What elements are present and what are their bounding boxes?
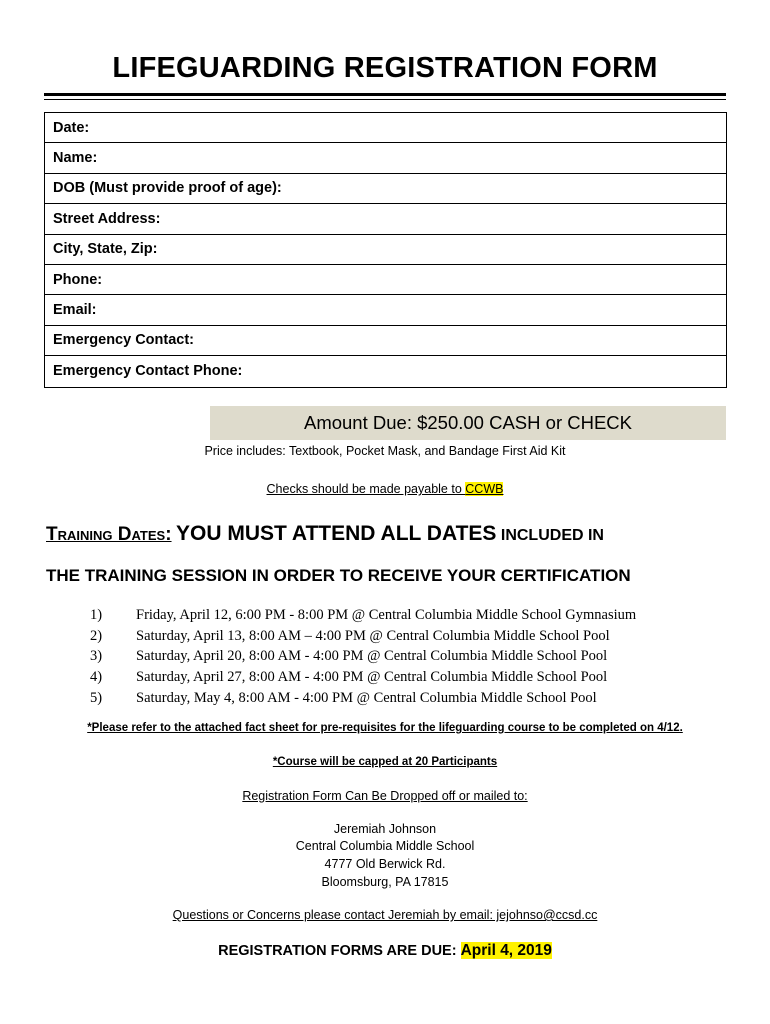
field-dob[interactable] [45,174,726,204]
list-item [90,647,636,668]
field-label: DOB (Must provide proof of age): [53,180,282,197]
training-heading [46,522,604,546]
field-label: City, State, Zip: [53,241,158,258]
field-city-state-zip[interactable] [45,235,726,265]
field-label: Name: [53,150,98,167]
title-rule-thin [44,99,726,100]
price-includes-note: Price includes: Textbook, Pocket Mask, and Bandage First Aid Kit [204,444,566,458]
training-heading-line2: THE TRAINING SESSION IN ORDER TO RECEIVE YOUR CERTIFICATION [46,566,631,585]
field-name[interactable] [45,143,726,173]
fact-sheet-note: *Please refer to the attached fact sheet for pre-requisites for the lifeguarding course to be completed on 4/12. [87,722,683,734]
page-title: LIFEGUARDING REGISTRATION FORM [112,52,658,84]
field-emergency-contact[interactable] [45,326,726,356]
due-date-line [0,942,770,960]
checks-payable-note [0,482,770,496]
questions-note: Questions or Concerns please contact Jeremiah by email: jejohnso@ccsd.cc [172,908,598,922]
date-number: 1) [90,606,103,623]
checks-payable-to: CCWB [465,482,504,496]
field-label: Street Address: [53,210,161,227]
field-street-address[interactable] [45,204,726,234]
field-phone[interactable] [45,265,726,295]
registration-fields-table [44,112,727,388]
date-number: 4) [90,669,103,686]
date-text: Saturday, April 27, 8:00 AM - 4:00 PM @ Central Columbia Middle School Pool [136,669,608,686]
date-number: 2) [90,627,103,644]
field-email[interactable] [45,295,726,325]
list-item [90,667,636,688]
training-dates-label: Training Dates: [46,524,172,545]
date-number: 5) [90,690,103,707]
date-number: 3) [90,648,103,665]
field-label: Email: [53,302,97,319]
amount-due-text: Amount Due: $250.00 CASH or CHECK [303,412,632,433]
address-school: Central Columbia Middle School [295,839,475,853]
list-item [90,626,636,647]
list-item [90,605,636,626]
field-label: Date: [53,119,90,136]
course-cap-note: *Course will be capped at 20 Participants [272,756,498,768]
field-date[interactable] [45,113,726,143]
address-name: Jeremiah Johnson [333,822,437,836]
list-item [90,688,636,709]
field-label: Phone: [53,271,103,288]
address-city: Bloomsburg, PA 17815 [321,875,449,889]
due-label: REGISTRATION FORMS ARE DUE: [218,943,461,959]
date-text: Saturday, April 20, 8:00 AM - 4:00 PM @ Central Columbia Middle School Pool [136,648,608,665]
title-rule-thick [44,93,726,96]
address-street: 4777 Old Berwick Rd. [324,857,446,871]
field-emergency-contact-phone[interactable] [45,356,726,386]
field-label: Emergency Contact Phone: [53,363,243,380]
date-text: Saturday, May 4, 8:00 AM - 4:00 PM @ Central Columbia Middle School Pool [136,690,597,707]
date-text: Saturday, April 13, 8:00 AM – 4:00 PM @ Central Columbia Middle School Pool [136,627,610,644]
date-text: Friday, April 12, 6:00 PM - 8:00 PM @ Central Columbia Middle School Gymnasium [136,606,637,623]
must-attend-text: YOU MUST ATTEND ALL DATES [175,522,497,545]
amount-due-banner [210,406,726,440]
training-dates-list [90,605,636,709]
drop-off-note: Registration Form Can Be Dropped off or mailed to: [242,789,528,803]
field-label: Emergency Contact: [53,332,195,349]
included-in-text: INCLUDED IN [500,527,604,544]
due-date: April 4, 2019 [460,942,552,959]
checks-payable-text: Checks should be made payable to [266,482,466,496]
